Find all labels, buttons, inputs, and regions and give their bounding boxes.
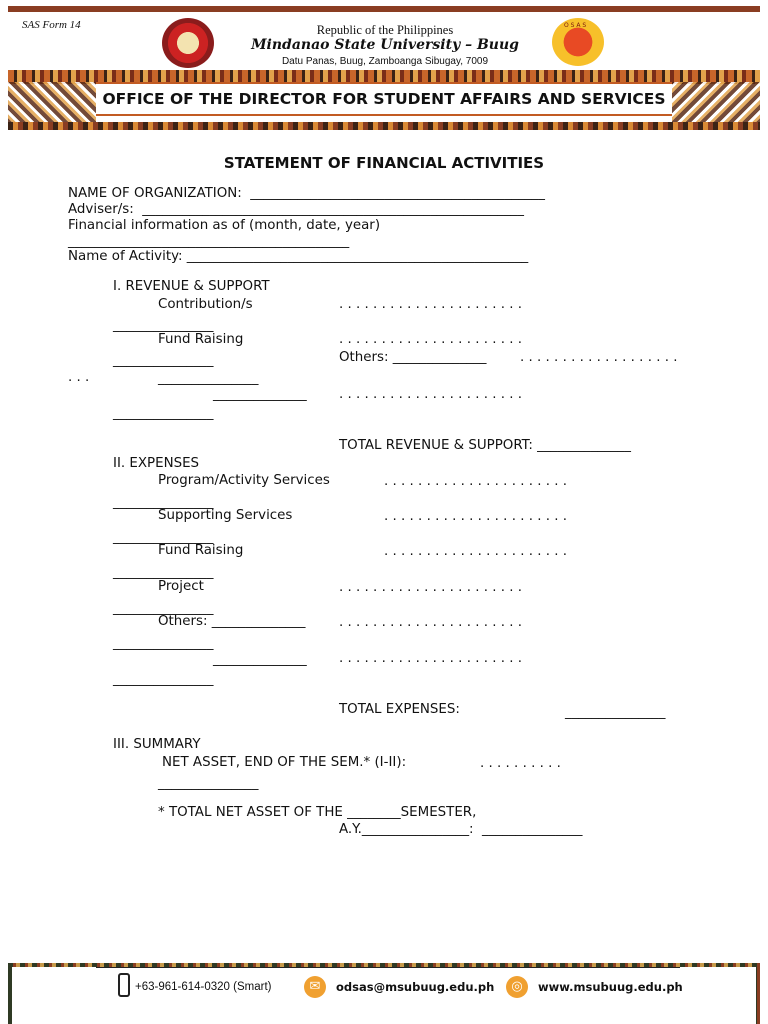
email-icon: ✉ <box>304 976 326 998</box>
summary-heading: III. SUMMARY <box>113 737 201 752</box>
revenue-others-extra-field[interactable]: ______________ <box>213 387 307 402</box>
right-ornament <box>672 82 760 124</box>
expenses-heading: II. EXPENSES <box>113 456 200 471</box>
footer-email[interactable]: odsas@msubuug.edu.ph <box>336 980 495 994</box>
expenses-others-dots: . . . . . . . . . . . . . . . . . . . . . . <box>339 615 523 630</box>
footer-website[interactable]: www.msubuug.edu.ph <box>538 980 683 994</box>
total-net-asset-field[interactable]: * TOTAL NET ASSET OF THE ________SEMESTER, <box>158 805 477 820</box>
total-expenses-label: TOTAL EXPENSES: <box>339 702 460 717</box>
expenses-fund-raising-dots: . . . . . . . . . . . . . . . . . . . . . . <box>384 544 568 559</box>
total-revenue-field[interactable]: TOTAL REVENUE & SUPPORT: ______________ <box>339 438 631 453</box>
project-label: Project <box>158 579 204 594</box>
revenue-others-extra-amount-line[interactable]: _______________ <box>113 406 214 421</box>
footer-divider <box>96 967 680 968</box>
republic-heading: Republic of the Philippines <box>316 23 454 37</box>
supporting-services-amount-line[interactable]: _______________ <box>113 530 214 545</box>
financial-info-line[interactable]: __________________________________________ <box>68 234 350 249</box>
expenses-others-extra-field[interactable]: ______________ <box>213 652 307 667</box>
expenses-fund-raising-amount-line[interactable]: _______________ <box>113 565 214 580</box>
osas-seal <box>552 18 604 66</box>
expenses-others-amount-line[interactable]: _______________ <box>113 636 214 651</box>
header-pattern-band-bottom <box>8 122 760 130</box>
program-services-dots: . . . . . . . . . . . . . . . . . . . . . . <box>384 474 568 489</box>
header-top-bar <box>8 6 760 12</box>
revenue-fund-raising-amount-line[interactable]: _______________ <box>113 353 214 368</box>
revenue-others-dots: . . . . . . . . . . . . . . . . . . . <box>520 350 678 365</box>
revenue-fund-raising-dots: . . . . . . . . . . . . . . . . . . . . . . <box>339 332 523 347</box>
activity-field[interactable]: Name of Activity: ___________________________________________________ <box>68 249 529 264</box>
footer-phone: +63-961-614-0320 (Smart) <box>135 981 272 993</box>
supporting-services-label: Supporting Services <box>158 508 293 523</box>
contribution-amount-line[interactable]: _______________ <box>113 318 214 333</box>
university-address: Datu Panas, Buug, Zamboanga Sibugay, 7009 <box>281 56 489 67</box>
expenses-others-extra-amount-line[interactable]: _______________ <box>113 672 214 687</box>
revenue-fund-raising-label: Fund Raising <box>158 332 244 347</box>
university-seal <box>162 18 214 68</box>
revenue-heading: I. REVENUE & SUPPORT <box>113 279 270 294</box>
revenue-others-amount-line[interactable]: _______________ <box>158 371 259 386</box>
expenses-others-field[interactable]: Others: ______________ <box>158 614 306 629</box>
net-asset-amount-line[interactable]: _______________ <box>158 776 259 791</box>
contribution-label: Contribution/s <box>158 297 253 312</box>
phone-icon <box>118 973 130 997</box>
globe-icon: ◎ <box>506 976 528 998</box>
left-ornament <box>8 82 96 124</box>
financial-info-label: Financial information as of (month, date, year) <box>68 218 381 233</box>
expenses-fund-raising-label: Fund Raising <box>158 543 244 558</box>
project-amount-line[interactable]: _______________ <box>113 601 214 616</box>
office-banner: OFFICE OF THE DIRECTOR FOR STUDENT AFFAIRS AND SERVICES <box>96 82 672 116</box>
revenue-others-field[interactable]: Others: ______________ <box>339 350 487 365</box>
net-asset-label: NET ASSET, END OF THE SEM.* (I-II): <box>162 755 407 770</box>
revenue-others-dots-wrap: . . . <box>68 370 90 385</box>
university-name: Mindanao State University – Buug <box>251 37 519 53</box>
osas-seal-text: O S A S <box>564 22 587 29</box>
academic-year-field[interactable]: A.Y.________________: _______________ <box>339 822 583 837</box>
form-number: SAS Form 14 <box>22 19 81 31</box>
program-services-amount-line[interactable]: _______________ <box>113 495 214 510</box>
supporting-services-dots: . . . . . . . . . . . . . . . . . . . . . . <box>384 509 568 524</box>
contribution-dots: . . . . . . . . . . . . . . . . . . . . . . <box>339 297 523 312</box>
project-dots: . . . . . . . . . . . . . . . . . . . . . . <box>339 580 523 595</box>
page-title: STATEMENT OF FINANCIAL ACTIVITIES <box>223 154 545 172</box>
organization-field[interactable]: NAME OF ORGANIZATION: ____________________________________________ <box>68 186 545 201</box>
total-expenses-line[interactable]: _______________ <box>565 705 666 720</box>
program-services-label: Program/Activity Services <box>158 473 330 488</box>
revenue-others-extra-dots: . . . . . . . . . . . . . . . . . . . . . . <box>339 387 523 402</box>
net-asset-dots: . . . . . . . . . . <box>480 756 561 771</box>
adviser-field[interactable]: Adviser/s: _________________________________________________________ <box>68 202 524 217</box>
expenses-others-extra-dots: . . . . . . . . . . . . . . . . . . . . . . <box>339 651 523 666</box>
